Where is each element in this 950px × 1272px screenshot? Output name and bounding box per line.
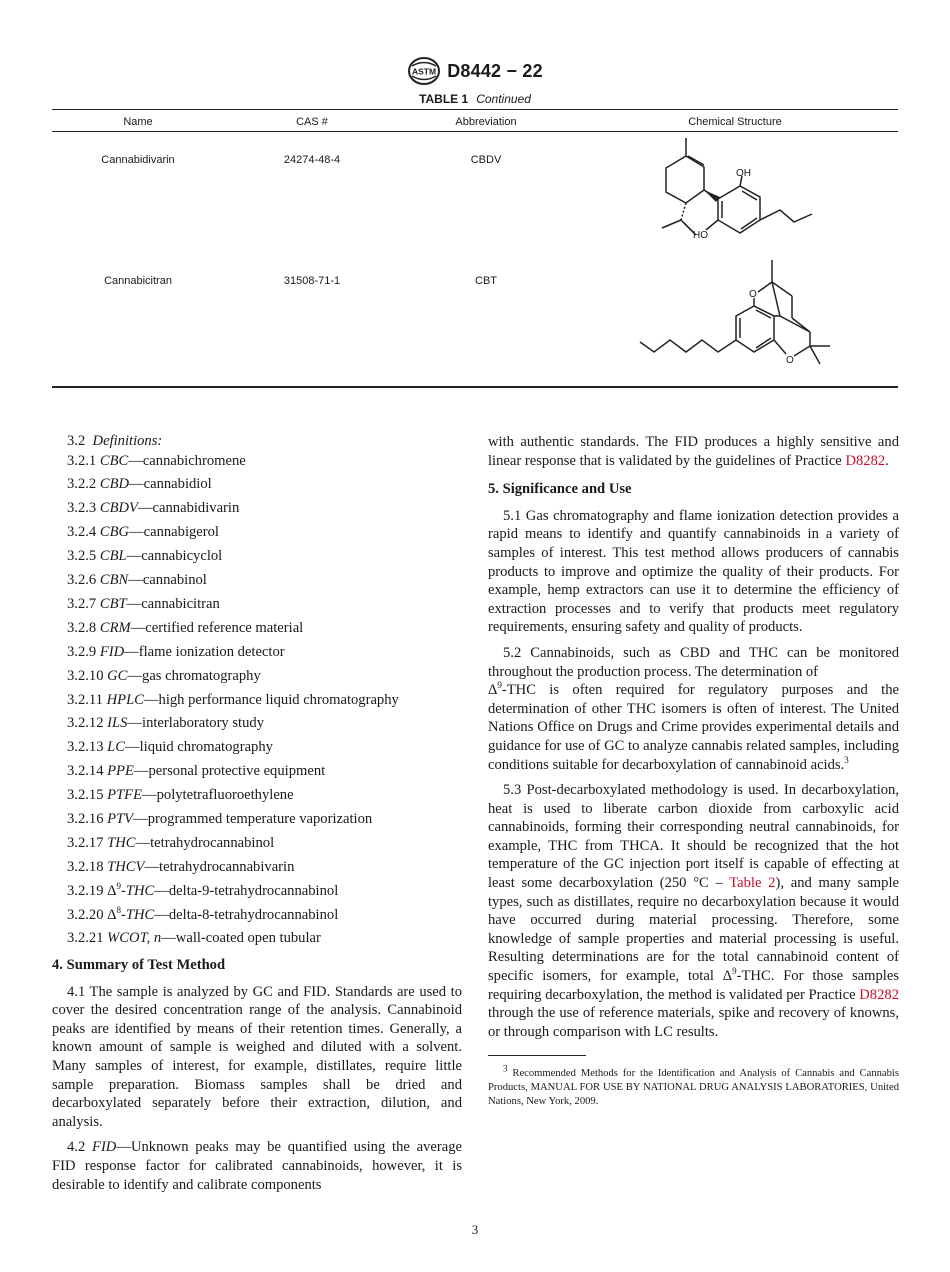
definition-num: 3.2.18 — [67, 858, 104, 875]
row2-name: Cannabicitran — [104, 275, 172, 287]
cbt-structure-diagram — [634, 254, 840, 374]
definition-item — [67, 571, 462, 590]
footnote-text: Recommended Methods for the Identification and Analysis of Cannabis and Cannabis Products, MANUAL FOR USE BY NATIONAL DRUG ANALYSIS LABORATORIES, United Nations, New York, 2009. — [488, 1068, 899, 1107]
row1-cas: 24274-48-4 — [283, 154, 341, 166]
definition-term: CRM — [99, 619, 131, 636]
p52-delta: Δ — [488, 682, 498, 699]
p42-text: —Unknown peaks may be quantified using the average FID response factor for calibrated cannabinoids, however, it is desirable to identify and calibrate components — [52, 1139, 462, 1193]
definition-term: LC — [107, 739, 125, 756]
paragraph-5-1: 5.1 Gas chromatography and flame ionization detection provides a rapid means to identify and quantify cannabinoids in a variety of samples of interest. This test method allows producers of cannabis products to improve and optimize the quality of their products. For example, hemp extractors can use it to determine the efficiency of extraction processes and to verify that products meet regulatory requirements, ensuring safety and quality of products. — [488, 507, 899, 636]
row2-o-bottom: O — [786, 355, 794, 366]
definition-term: PTFE — [107, 787, 143, 804]
paragraph-5-3 — [488, 781, 899, 1041]
definition-item — [67, 834, 462, 853]
definition-text: —cannabinol — [128, 572, 207, 589]
definition-item — [67, 523, 462, 542]
definition-item — [67, 691, 462, 710]
definitions-heading-text: Definitions: — [92, 433, 163, 449]
definition-term: FID — [99, 643, 125, 660]
definition-text: —tetrahydrocannabivarin — [144, 858, 295, 875]
definition-num: 3.2.21 — [67, 930, 104, 947]
definition-text: —cannabichromene — [128, 452, 246, 469]
definition-text: —personal protective equipment — [133, 763, 326, 780]
footnote-ref-3[interactable]: 3 — [844, 754, 849, 765]
definition-num: 3.2.12 — [67, 715, 104, 732]
definition-item — [67, 667, 462, 686]
definition-term: -THC — [121, 882, 155, 899]
definition-sup: 8 — [116, 904, 122, 915]
definition-sup: 9 — [116, 880, 122, 891]
definition-num: 3.2.10 — [67, 667, 104, 684]
definition-term: THCV — [107, 858, 145, 875]
p42-cont: with authentic standards. The FID produces a highly sensitive and linear response that is validated by the guidelines of Practice — [488, 434, 899, 469]
definition-text: —cannabidiol — [129, 476, 212, 493]
definition-term: GC — [107, 667, 128, 684]
definition-item — [67, 475, 462, 494]
definition-item — [67, 547, 462, 566]
paragraph-5-2 — [488, 644, 899, 774]
definition-text: —certified reference material — [130, 619, 304, 636]
p42-num: 4.2 — [67, 1139, 86, 1156]
definition-text: —programmed temperature vaporization — [133, 810, 373, 827]
definitions-heading-num: 3.2 — [67, 433, 86, 449]
table-header-rule — [52, 131, 898, 132]
col-header-name: Name — [123, 116, 153, 128]
row2-abbreviation: CBT — [475, 275, 497, 287]
page-number: 3 — [471, 1222, 479, 1237]
definition-item — [67, 882, 462, 901]
definition-item — [67, 643, 462, 662]
col-header-structure: Chemical Structure — [688, 116, 782, 128]
p42-end: . — [885, 452, 889, 469]
definition-delta: Δ — [107, 906, 117, 923]
definition-term: -THC — [121, 906, 155, 923]
footnote-num: 3 — [503, 1063, 508, 1074]
logo-text: ASTM — [412, 66, 437, 77]
definition-num: 3.2.17 — [67, 834, 104, 851]
definition-text: —cannabigerol — [129, 524, 219, 541]
row1-abbreviation: CBDV — [470, 154, 502, 166]
table-bottom-rule — [52, 386, 898, 388]
definition-num: 3.2.5 — [67, 548, 97, 565]
definitions-heading — [67, 432, 462, 451]
section-5-heading: 5. Significance and Use — [488, 481, 632, 498]
p52-a: 5.2 Cannabinoids, such as CBD and THC can be monitored throughout the production process. The determination of — [488, 644, 899, 680]
definition-term: HPLC — [106, 691, 144, 708]
row2-o-top: O — [749, 289, 757, 300]
definition-item — [67, 452, 462, 471]
definition-text: —flame ionization detector — [124, 643, 285, 660]
table-caption — [0, 92, 950, 106]
definition-text: —delta-9-tetrahydrocannabinol — [154, 882, 339, 899]
definition-num: 3.2.13 — [67, 739, 104, 756]
definition-item — [67, 858, 462, 877]
definition-num: 3.2.20 — [67, 906, 104, 923]
definition-text: —cannabicitran — [126, 595, 220, 612]
definition-item — [67, 906, 462, 925]
definition-term: CBT — [99, 595, 127, 612]
paragraph-4-2 — [52, 1138, 462, 1194]
definition-item — [67, 810, 462, 829]
definition-term: CBL — [99, 548, 127, 565]
right-column — [488, 433, 899, 1120]
p53-b: ), and many sample types, such as distillates, require no decarboxylation because it would have occurred during material processing. Therefore, some knowledge of sample properties and material processing is useful. Resulting determinations are for the total cannabinoid content of specific isomers, for example, total — [488, 875, 899, 985]
paragraph-4-1: 4.1 The sample is analyzed by GC and FID. Standards are used to cover the desired concentration range of the analysis. Cannabinoid peaks are identified by means of their retention times. Generally, a known amount of sample is weighed and diluted with a solvent. Many samples of interest, for example, distillates, require little sample preparation. Biomass samples shall be dried and decarboxylated separately before their extraction, dilution, and analysis. — [52, 983, 462, 1130]
p52-b: -THC is often required for regulatory purposes and the determination of other THC isomers is often of interest. The United Nations Office on Drugs and Crime provides experimental details and guidance for use of GC to analyze cannabis related samples, including conditions suitable for decarboxylation of cannabinoid acids. — [488, 682, 899, 773]
definition-text: —cannabidivarin — [137, 500, 240, 517]
link-table-2[interactable]: Table 2 — [729, 875, 776, 892]
definition-text: —gas chromatography — [127, 667, 261, 684]
definition-item — [67, 499, 462, 518]
link-d8282-2[interactable]: D8282 — [859, 986, 899, 1003]
p53-delta: Δ — [722, 968, 733, 985]
section-4-heading: 4. Summary of Test Method — [52, 957, 226, 973]
definition-item — [67, 929, 462, 948]
definition-term: PTV — [107, 810, 134, 827]
definition-num: 3.2.6 — [67, 572, 97, 589]
cbdv-structure-diagram — [650, 134, 820, 244]
p53-c: -THC. For those samples requiring decarboxylation, the method is validated per Practice — [488, 968, 899, 1003]
definition-delta: Δ — [107, 882, 117, 899]
definition-term: CBN — [99, 572, 129, 589]
row2-cas: 31508-71-1 — [283, 275, 341, 287]
link-d8282[interactable]: D8282 — [845, 452, 886, 469]
paragraph-4-2-continued — [488, 433, 899, 470]
definition-text: —polytetrafluoroethylene — [142, 787, 294, 804]
table-top-rule — [52, 109, 898, 110]
definition-term: THC — [107, 834, 136, 851]
definition-term: ILS — [107, 715, 128, 732]
definition-text: —liquid chromatography — [125, 739, 273, 756]
definition-num: 3.2.4 — [67, 524, 97, 541]
table-caption-note: Continued — [476, 92, 531, 106]
definition-num: 3.2.8 — [67, 619, 97, 636]
definition-text: —wall-coated open tubular — [161, 930, 321, 947]
table-caption-label: TABLE 1 — [419, 92, 469, 106]
definition-item — [67, 595, 462, 614]
definition-num: 3.2.1 — [67, 452, 97, 469]
col-header-abbreviation: Abbreviation — [455, 116, 517, 128]
row1-name: Cannabidivarin — [101, 154, 175, 166]
definition-term: CBDV — [99, 500, 138, 517]
document-id: D8442 − 22 — [447, 60, 543, 81]
definition-item — [67, 619, 462, 638]
definition-num: 3.2.15 — [67, 787, 104, 804]
p53-sup: 9 — [732, 966, 737, 977]
col-header-cas: CAS # — [296, 116, 328, 128]
definition-text: —delta-8-tetrahydrocannabinol — [154, 906, 339, 923]
definition-text: —cannabicyclol — [126, 548, 223, 565]
definition-text: —high performance liquid chromatography — [143, 691, 399, 708]
definition-num: 3.2.11 — [67, 691, 103, 708]
astm-logo-icon — [407, 56, 441, 86]
footnote-rule — [488, 1055, 586, 1056]
p53-a: 5.3 Post-decarboxylated methodology is used. In decarboxylation, heat is used to liberate carbon dioxide from carboxylic acid cannabinoids, forming their corresponding neutral cannabinoids, for example, THC from THCA. It should be recognized that the hot temperature of the GC injection port itself is capable of effecting at least some decarboxylation (250 °C – — [488, 782, 899, 892]
definition-num: 3.2.2 — [67, 476, 97, 493]
definition-term: WCOT, n — [107, 930, 162, 947]
definition-term: CBC — [99, 452, 129, 469]
left-column — [52, 432, 462, 1201]
p42-term: FID — [92, 1139, 117, 1156]
row1-oh-top: OH — [736, 168, 751, 179]
definition-item — [67, 786, 462, 805]
definition-term: PPE — [107, 763, 134, 780]
definition-num: 3.2.16 — [67, 810, 104, 827]
definition-item — [67, 738, 462, 757]
definition-num: 3.2.14 — [67, 763, 104, 780]
definition-term: CBG — [99, 524, 130, 541]
definition-item — [67, 714, 462, 733]
definition-term: CBD — [99, 476, 130, 493]
definition-item — [67, 762, 462, 781]
page-header — [0, 56, 950, 91]
definitions-list — [52, 432, 462, 948]
definition-num: 3.2.3 — [67, 500, 97, 517]
definition-text: —tetrahydrocannabinol — [135, 834, 275, 851]
p52-sup: 9 — [497, 680, 502, 691]
footnote-3 — [488, 1063, 899, 1109]
p53-d: through the use of reference materials, spike and recovery of knowns, or through comparison with LC results. — [488, 1005, 899, 1040]
row1-oh-bottom: HO — [693, 230, 708, 241]
definition-num: 3.2.7 — [67, 595, 97, 612]
definition-text: —interlaboratory study — [127, 715, 265, 732]
definition-num: 3.2.9 — [67, 643, 97, 660]
definition-num: 3.2.19 — [67, 882, 104, 899]
